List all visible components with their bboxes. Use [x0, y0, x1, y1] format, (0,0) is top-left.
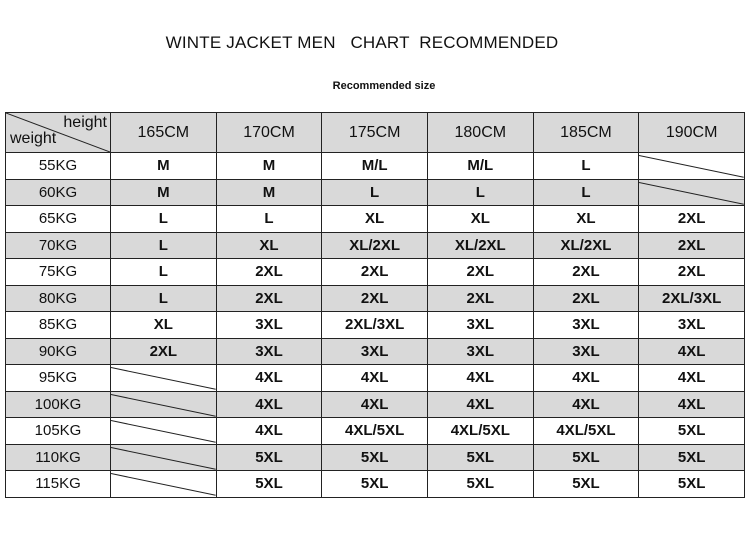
diagonal-slash-icon: [111, 471, 216, 497]
diagonal-slash-icon: [111, 418, 216, 444]
size-cell: 3XL: [427, 312, 533, 339]
size-cell: 2XL: [639, 259, 745, 286]
table-row: [6, 338, 745, 365]
size-cell: M: [216, 179, 322, 206]
size-cell: 4XL/5XL: [533, 418, 639, 445]
size-cell: 4XL: [639, 391, 745, 418]
weight-label: 80KG: [6, 285, 111, 312]
weight-label: 55KG: [6, 153, 111, 180]
size-cell: 2XL/3XL: [322, 312, 428, 339]
size-cell: M: [216, 153, 322, 180]
size-cell: XL: [111, 312, 217, 339]
size-cell: 2XL/3XL: [639, 285, 745, 312]
size-cell: 4XL: [427, 365, 533, 392]
height-header: 180CM: [427, 113, 533, 153]
size-cell: 2XL: [639, 206, 745, 233]
height-header: 165CM: [111, 113, 217, 153]
size-cell: 2XL: [216, 285, 322, 312]
table-row: [6, 471, 745, 498]
size-cell: XL: [322, 206, 428, 233]
diagonal-slash-icon: [111, 445, 216, 471]
size-cell: 5XL: [216, 471, 322, 498]
diagonal-slash-icon: [111, 392, 216, 418]
size-cell: 3XL: [216, 312, 322, 339]
size-cell: XL/2XL: [322, 232, 428, 259]
not-applicable-cell: [111, 444, 217, 471]
size-cell: 2XL: [216, 259, 322, 286]
size-cell: 4XL: [216, 418, 322, 445]
size-cell: XL: [533, 206, 639, 233]
height-header: 170CM: [216, 113, 322, 153]
size-cell: M: [111, 153, 217, 180]
size-cell: 4XL: [216, 391, 322, 418]
weight-label: 70KG: [6, 232, 111, 259]
table-body: [6, 153, 745, 498]
size-cell: 2XL: [639, 232, 745, 259]
size-cell: 2XL: [427, 285, 533, 312]
size-cell: 4XL: [533, 365, 639, 392]
height-header: 190CM: [639, 113, 745, 153]
weight-axis-label: weight: [10, 130, 57, 147]
not-applicable-cell: [639, 153, 745, 180]
size-cell: 3XL: [533, 338, 639, 365]
size-cell: 2XL: [111, 338, 217, 365]
page-title: WINTE JACKET MEN CHART RECOMMENDED: [165, 33, 559, 52]
size-cell: 5XL: [533, 444, 639, 471]
size-cell: 2XL: [322, 285, 428, 312]
size-cell: 2XL: [322, 259, 428, 286]
not-applicable-cell: [111, 391, 217, 418]
size-cell: M: [111, 179, 217, 206]
height-header: 185CM: [533, 113, 639, 153]
size-cell: 5XL: [639, 418, 745, 445]
size-cell: 5XL: [639, 471, 745, 498]
size-cell: 4XL: [427, 391, 533, 418]
table-row: [6, 391, 745, 418]
size-cell: 5XL: [427, 471, 533, 498]
size-cell: 4XL: [216, 365, 322, 392]
size-cell: L: [111, 206, 217, 233]
size-cell: 4XL: [322, 391, 428, 418]
table-row: [6, 312, 745, 339]
size-cell: L: [533, 153, 639, 180]
table-row: [6, 285, 745, 312]
table-row: [6, 206, 745, 233]
diagonal-slash-icon: [639, 153, 744, 179]
table-row: [6, 365, 745, 392]
table-row: [6, 259, 745, 286]
weight-label: 100KG: [6, 391, 111, 418]
size-cell: 4XL/5XL: [322, 418, 428, 445]
height-axis-label: height: [63, 114, 107, 131]
table-subtitle: Recommended size: [332, 80, 436, 92]
size-cell: XL: [216, 232, 322, 259]
size-cell: 4XL: [322, 365, 428, 392]
size-cell: 3XL: [639, 312, 745, 339]
weight-label: 75KG: [6, 259, 111, 286]
size-cell: 4XL: [639, 365, 745, 392]
diagonal-slash-icon: [111, 365, 216, 391]
size-cell: M/L: [322, 153, 428, 180]
not-applicable-cell: [639, 179, 745, 206]
height-header: 175CM: [322, 113, 428, 153]
size-cell: 5XL: [533, 471, 639, 498]
size-cell: L: [427, 179, 533, 206]
size-cell: L: [322, 179, 428, 206]
size-cell: 3XL: [322, 338, 428, 365]
size-cell: 2XL: [533, 285, 639, 312]
size-cell: 2XL: [427, 259, 533, 286]
weight-label: 95KG: [6, 365, 111, 392]
size-cell: 5XL: [216, 444, 322, 471]
size-cell: 3XL: [427, 338, 533, 365]
weight-label: 110KG: [6, 444, 111, 471]
size-chart-table: [5, 112, 745, 498]
size-cell: 3XL: [533, 312, 639, 339]
size-cell: 5XL: [639, 444, 745, 471]
weight-label: 85KG: [6, 312, 111, 339]
size-cell: 3XL: [216, 338, 322, 365]
table-row: [6, 444, 745, 471]
not-applicable-cell: [111, 365, 217, 392]
not-applicable-cell: [111, 471, 217, 498]
size-cell: 4XL: [639, 338, 745, 365]
table-row: [6, 153, 745, 180]
weight-label: 60KG: [6, 179, 111, 206]
table-row: [6, 179, 745, 206]
size-cell: L: [111, 259, 217, 286]
not-applicable-cell: [111, 418, 217, 445]
size-cell: L: [111, 232, 217, 259]
size-cell: 5XL: [322, 444, 428, 471]
table-row: [6, 418, 745, 445]
weight-label: 90KG: [6, 338, 111, 365]
size-cell: XL/2XL: [533, 232, 639, 259]
size-cell: XL/2XL: [427, 232, 533, 259]
size-cell: L: [111, 285, 217, 312]
size-cell: 4XL/5XL: [427, 418, 533, 445]
size-cell: 2XL: [533, 259, 639, 286]
size-cell: XL: [427, 206, 533, 233]
diagonal-slash-icon: [639, 180, 744, 206]
weight-label: 115KG: [6, 471, 111, 498]
size-cell: 5XL: [322, 471, 428, 498]
corner-cell: [6, 113, 111, 153]
size-cell: L: [533, 179, 639, 206]
weight-label: 105KG: [6, 418, 111, 445]
size-cell: L: [216, 206, 322, 233]
table-row: [6, 232, 745, 259]
header-row: [6, 113, 745, 153]
size-cell: 4XL: [533, 391, 639, 418]
size-cell: 5XL: [427, 444, 533, 471]
weight-label: 65KG: [6, 206, 111, 233]
size-cell: M/L: [427, 153, 533, 180]
